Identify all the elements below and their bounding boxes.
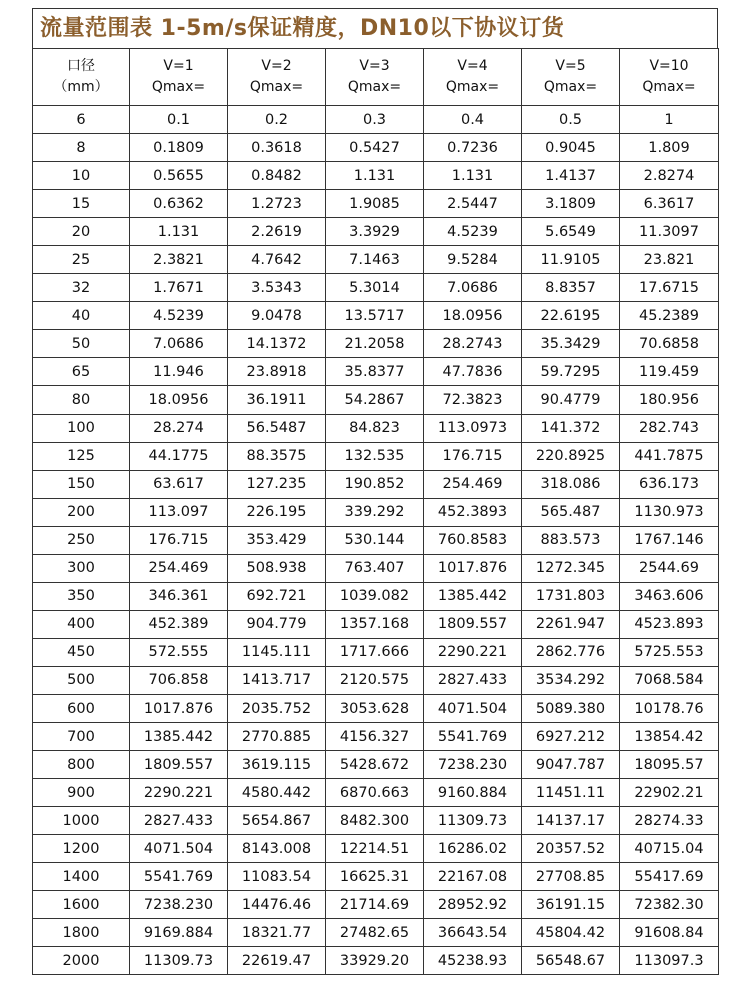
- flow-cell: 2827.433: [130, 807, 228, 835]
- flow-cell: 1.2723: [228, 190, 326, 218]
- header-velocity-3: [326, 49, 424, 106]
- header-diameter: [33, 49, 130, 106]
- flow-cell: 190.852: [326, 470, 424, 498]
- flow-cell: 3053.628: [326, 694, 424, 722]
- flow-cell: 883.573: [522, 526, 620, 554]
- flow-cell: 11.946: [130, 358, 228, 386]
- header-line2: （mm）: [53, 79, 109, 95]
- flow-cell: 45.2389: [620, 302, 719, 330]
- flow-cell: 3.5343: [228, 274, 326, 302]
- flow-cell: 113097.3: [620, 947, 719, 975]
- flow-cell: 1.809: [620, 134, 719, 162]
- flow-cell: 18095.57: [620, 751, 719, 779]
- flow-cell: 1767.146: [620, 526, 719, 554]
- diameter-cell: 65: [33, 358, 130, 386]
- flow-cell: 16286.02: [424, 835, 522, 863]
- flow-cell: 91608.84: [620, 919, 719, 947]
- flow-cell: 36191.15: [522, 891, 620, 919]
- header-line1: 口径: [67, 58, 95, 74]
- flow-cell: 1039.082: [326, 582, 424, 610]
- table-row: [33, 162, 719, 190]
- flow-cell: 318.086: [522, 470, 620, 498]
- flow-cell: 254.469: [130, 554, 228, 582]
- table-row: [33, 779, 719, 807]
- flow-cell: 127.235: [228, 470, 326, 498]
- header-velocity-4: [424, 49, 522, 106]
- header-row: [33, 49, 719, 106]
- flow-cell: 9160.884: [424, 779, 522, 807]
- flow-cell: 9.5284: [424, 246, 522, 274]
- flow-cell: 706.858: [130, 666, 228, 694]
- flow-cell: 14.1372: [228, 330, 326, 358]
- flow-cell: 28952.92: [424, 891, 522, 919]
- table-row: [33, 723, 719, 751]
- flow-cell: 16625.31: [326, 863, 424, 891]
- flow-cell: 72.3823: [424, 386, 522, 414]
- flow-range-table: [32, 48, 719, 975]
- flow-cell: 7238.230: [424, 751, 522, 779]
- flow-cell: 14476.46: [228, 891, 326, 919]
- table-row: [33, 134, 719, 162]
- flow-cell: 35.8377: [326, 358, 424, 386]
- flow-cell: 5541.769: [424, 723, 522, 751]
- flow-cell: 1809.557: [424, 610, 522, 638]
- table-row: [33, 358, 719, 386]
- header-velocity-6: [620, 49, 719, 106]
- flow-cell: 0.5655: [130, 162, 228, 190]
- flow-cell: 1357.168: [326, 610, 424, 638]
- flow-cell: 72382.30: [620, 891, 719, 919]
- flow-cell: 84.823: [326, 414, 424, 442]
- diameter-cell: 250: [33, 526, 130, 554]
- flow-cell: 7.1463: [326, 246, 424, 274]
- flow-cell: 4156.327: [326, 723, 424, 751]
- table-row: [33, 638, 719, 666]
- diameter-cell: 80: [33, 386, 130, 414]
- diameter-cell: 700: [33, 723, 130, 751]
- table-row: [33, 526, 719, 554]
- header-velocity-2: [228, 49, 326, 106]
- flow-cell: 132.535: [326, 442, 424, 470]
- flow-cell: 2120.575: [326, 666, 424, 694]
- flow-cell: 1.9085: [326, 190, 424, 218]
- diameter-cell: 20: [33, 218, 130, 246]
- flow-cell: 5428.672: [326, 751, 424, 779]
- flow-cell: 90.4779: [522, 386, 620, 414]
- flow-cell: 14137.17: [522, 807, 620, 835]
- flow-cell: 54.2867: [326, 386, 424, 414]
- flow-cell: 9169.884: [130, 919, 228, 947]
- flow-cell: 56548.67: [522, 947, 620, 975]
- flow-cell: 176.715: [424, 442, 522, 470]
- flow-cell: 47.7836: [424, 358, 522, 386]
- flow-cell: 0.7236: [424, 134, 522, 162]
- header-line2: Qmax=: [543, 79, 598, 95]
- flow-cell: 55417.69: [620, 863, 719, 891]
- flow-cell: 8143.008: [228, 835, 326, 863]
- diameter-cell: 125: [33, 442, 130, 470]
- table-row: [33, 470, 719, 498]
- table-row: [33, 582, 719, 610]
- table-row: [33, 807, 719, 835]
- header-line1: V=4: [457, 58, 488, 74]
- diameter-cell: 1200: [33, 835, 130, 863]
- flow-cell: 2827.433: [424, 666, 522, 694]
- flow-cell: 565.487: [522, 498, 620, 526]
- flow-cell: 4071.504: [130, 835, 228, 863]
- flow-cell: 22619.47: [228, 947, 326, 975]
- table-row: [33, 554, 719, 582]
- flow-cell: 3619.115: [228, 751, 326, 779]
- flow-cell: 1130.973: [620, 498, 719, 526]
- flow-cell: 56.5487: [228, 414, 326, 442]
- flow-cell: 8.8357: [522, 274, 620, 302]
- table-row: [33, 891, 719, 919]
- flow-cell: 119.459: [620, 358, 719, 386]
- flow-cell: 904.779: [228, 610, 326, 638]
- diameter-cell: 10: [33, 162, 130, 190]
- diameter-cell: 8: [33, 134, 130, 162]
- table-row: [33, 666, 719, 694]
- flow-cell: 27482.65: [326, 919, 424, 947]
- diameter-cell: 200: [33, 498, 130, 526]
- diameter-cell: 300: [33, 554, 130, 582]
- flow-cell: 3534.292: [522, 666, 620, 694]
- diameter-cell: 500: [33, 666, 130, 694]
- flow-cell: 17.6715: [620, 274, 719, 302]
- header-line2: Qmax=: [642, 79, 696, 95]
- flow-cell: 530.144: [326, 526, 424, 554]
- flow-cell: 5089.380: [522, 694, 620, 722]
- table-row: [33, 919, 719, 947]
- flow-cell: 1.131: [424, 162, 522, 190]
- flow-cell: 226.195: [228, 498, 326, 526]
- flow-cell: 572.555: [130, 638, 228, 666]
- flow-cell: 2.5447: [424, 190, 522, 218]
- flow-cell: 3463.606: [620, 582, 719, 610]
- flow-cell: 70.6858: [620, 330, 719, 358]
- table-row: [33, 218, 719, 246]
- flow-cell: 21714.69: [326, 891, 424, 919]
- flow-cell: 2290.221: [424, 638, 522, 666]
- flow-cell: 22.6195: [522, 302, 620, 330]
- table-row: [33, 610, 719, 638]
- diameter-cell: 32: [33, 274, 130, 302]
- diameter-cell: 350: [33, 582, 130, 610]
- flow-cell: 11451.11: [522, 779, 620, 807]
- flow-cell: 763.407: [326, 554, 424, 582]
- table-row: [33, 330, 719, 358]
- flow-cell: 1272.345: [522, 554, 620, 582]
- table-row: [33, 751, 719, 779]
- flow-cell: 18.0956: [130, 386, 228, 414]
- flow-cell: 2862.776: [522, 638, 620, 666]
- flow-cell: 220.8925: [522, 442, 620, 470]
- flow-cell: 176.715: [130, 526, 228, 554]
- flow-cell: 0.3618: [228, 134, 326, 162]
- flow-cell: 33929.20: [326, 947, 424, 975]
- flow-cell: 1.4137: [522, 162, 620, 190]
- flow-cell: 254.469: [424, 470, 522, 498]
- table-title: 流量范围表 1-5m/s保证精度，DN10以下协议订货: [32, 8, 718, 48]
- header-line1: V=3: [359, 58, 390, 74]
- flow-cell: 0.5427: [326, 134, 424, 162]
- flow-cell: 282.743: [620, 414, 719, 442]
- flow-cell: 5725.553: [620, 638, 719, 666]
- table-row: [33, 386, 719, 414]
- flow-cell: 760.8583: [424, 526, 522, 554]
- diameter-cell: 50: [33, 330, 130, 358]
- diameter-cell: 1800: [33, 919, 130, 947]
- header-line1: V=1: [163, 58, 194, 74]
- flow-cell: 18.0956: [424, 302, 522, 330]
- flow-cell: 346.361: [130, 582, 228, 610]
- flow-cell: 7.0686: [130, 330, 228, 358]
- table-row: [33, 863, 719, 891]
- flow-cell: 11309.73: [424, 807, 522, 835]
- flow-cell: 5654.867: [228, 807, 326, 835]
- flow-cell: 2770.885: [228, 723, 326, 751]
- flow-cell: 4071.504: [424, 694, 522, 722]
- flow-cell: 4.5239: [424, 218, 522, 246]
- flow-cell: 13.5717: [326, 302, 424, 330]
- flow-cell: 7.0686: [424, 274, 522, 302]
- table-row: [33, 106, 719, 134]
- table-row: [33, 498, 719, 526]
- header-line2: Qmax=: [445, 79, 500, 95]
- flow-cell: 508.938: [228, 554, 326, 582]
- flow-cell: 28274.33: [620, 807, 719, 835]
- flow-cell: 18321.77: [228, 919, 326, 947]
- flow-cell: 0.5: [522, 106, 620, 134]
- flow-cell: 0.8482: [228, 162, 326, 190]
- flow-cell: 11.3097: [620, 218, 719, 246]
- diameter-cell: 900: [33, 779, 130, 807]
- flow-cell: 141.372: [522, 414, 620, 442]
- flow-cell: 0.3: [326, 106, 424, 134]
- flow-cell: 88.3575: [228, 442, 326, 470]
- flow-cell: 1.131: [130, 218, 228, 246]
- flow-cell: 9047.787: [522, 751, 620, 779]
- table-row: [33, 302, 719, 330]
- table-row: [33, 947, 719, 975]
- flow-cell: 441.7875: [620, 442, 719, 470]
- flow-cell: 4580.442: [228, 779, 326, 807]
- diameter-cell: 100: [33, 414, 130, 442]
- flow-cell: 45238.93: [424, 947, 522, 975]
- header-line1: V=5: [555, 58, 586, 74]
- flow-cell: 11.9105: [522, 246, 620, 274]
- table-row: [33, 694, 719, 722]
- flow-cell: 40715.04: [620, 835, 719, 863]
- flow-cell: 6.3617: [620, 190, 719, 218]
- flow-cell: 2544.69: [620, 554, 719, 582]
- flow-cell: 1385.442: [130, 723, 228, 751]
- flow-cell: 452.389: [130, 610, 228, 638]
- diameter-cell: 1000: [33, 807, 130, 835]
- diameter-cell: 6: [33, 106, 130, 134]
- table-row: [33, 442, 719, 470]
- flow-cell: 692.721: [228, 582, 326, 610]
- flow-cell: 28.2743: [424, 330, 522, 358]
- flow-cell: 1017.876: [130, 694, 228, 722]
- flow-cell: 113.097: [130, 498, 228, 526]
- flow-cell: 3.1809: [522, 190, 620, 218]
- flow-cell: 3.3929: [326, 218, 424, 246]
- diameter-cell: 40: [33, 302, 130, 330]
- diameter-cell: 2000: [33, 947, 130, 975]
- flow-range-sheet: [32, 8, 718, 975]
- flow-cell: 2.2619: [228, 218, 326, 246]
- flow-cell: 8482.300: [326, 807, 424, 835]
- table-row: [33, 190, 719, 218]
- flow-cell: 1.131: [326, 162, 424, 190]
- flow-cell: 1731.803: [522, 582, 620, 610]
- header-line1: V=2: [261, 58, 292, 74]
- flow-cell: 9.0478: [228, 302, 326, 330]
- table-row: [33, 414, 719, 442]
- flow-cell: 1017.876: [424, 554, 522, 582]
- diameter-cell: 600: [33, 694, 130, 722]
- flow-cell: 4523.893: [620, 610, 719, 638]
- flow-cell: 339.292: [326, 498, 424, 526]
- flow-cell: 1385.442: [424, 582, 522, 610]
- flow-cell: 20357.52: [522, 835, 620, 863]
- flow-cell: 6927.212: [522, 723, 620, 751]
- flow-cell: 2.8274: [620, 162, 719, 190]
- flow-cell: 6870.663: [326, 779, 424, 807]
- flow-cell: 63.617: [130, 470, 228, 498]
- flow-cell: 180.956: [620, 386, 719, 414]
- diameter-cell: 25: [33, 246, 130, 274]
- flow-cell: 1: [620, 106, 719, 134]
- diameter-cell: 450: [33, 638, 130, 666]
- flow-cell: 12214.51: [326, 835, 424, 863]
- header-line1: V=10: [649, 58, 689, 74]
- table-body: [33, 106, 719, 975]
- flow-cell: 11309.73: [130, 947, 228, 975]
- flow-cell: 0.6362: [130, 190, 228, 218]
- flow-cell: 0.4: [424, 106, 522, 134]
- flow-cell: 28.274: [130, 414, 228, 442]
- flow-cell: 45804.42: [522, 919, 620, 947]
- diameter-cell: 150: [33, 470, 130, 498]
- flow-cell: 2261.947: [522, 610, 620, 638]
- flow-cell: 1717.666: [326, 638, 424, 666]
- flow-cell: 4.7642: [228, 246, 326, 274]
- flow-cell: 2035.752: [228, 694, 326, 722]
- flow-cell: 13854.42: [620, 723, 719, 751]
- flow-cell: 7238.230: [130, 891, 228, 919]
- flow-cell: 36.1911: [228, 386, 326, 414]
- diameter-cell: 1600: [33, 891, 130, 919]
- table-row: [33, 246, 719, 274]
- flow-cell: 0.1809: [130, 134, 228, 162]
- flow-cell: 1413.717: [228, 666, 326, 694]
- table-row: [33, 835, 719, 863]
- flow-cell: 22902.21: [620, 779, 719, 807]
- flow-cell: 10178.76: [620, 694, 719, 722]
- header-line2: Qmax=: [347, 79, 402, 95]
- diameter-cell: 1400: [33, 863, 130, 891]
- flow-cell: 1809.557: [130, 751, 228, 779]
- flow-cell: 0.1: [130, 106, 228, 134]
- header-velocity-1: [130, 49, 228, 106]
- flow-cell: 113.0973: [424, 414, 522, 442]
- flow-cell: 21.2058: [326, 330, 424, 358]
- flow-cell: 452.3893: [424, 498, 522, 526]
- header-line2: Qmax=: [249, 79, 304, 95]
- table-row: [33, 274, 719, 302]
- header-velocity-5: [522, 49, 620, 106]
- diameter-cell: 400: [33, 610, 130, 638]
- flow-cell: 23.821: [620, 246, 719, 274]
- flow-cell: 44.1775: [130, 442, 228, 470]
- flow-cell: 11083.54: [228, 863, 326, 891]
- flow-cell: 5541.769: [130, 863, 228, 891]
- flow-cell: 0.9045: [522, 134, 620, 162]
- flow-cell: 1145.111: [228, 638, 326, 666]
- flow-cell: 22167.08: [424, 863, 522, 891]
- diameter-cell: 15: [33, 190, 130, 218]
- flow-cell: 2290.221: [130, 779, 228, 807]
- flow-cell: 35.3429: [522, 330, 620, 358]
- flow-cell: 0.2: [228, 106, 326, 134]
- flow-cell: 636.173: [620, 470, 719, 498]
- header-line2: Qmax=: [151, 79, 206, 95]
- flow-cell: 5.3014: [326, 274, 424, 302]
- flow-cell: 2.3821: [130, 246, 228, 274]
- flow-cell: 7068.584: [620, 666, 719, 694]
- diameter-cell: 800: [33, 751, 130, 779]
- flow-cell: 1.7671: [130, 274, 228, 302]
- flow-cell: 36643.54: [424, 919, 522, 947]
- flow-cell: 23.8918: [228, 358, 326, 386]
- flow-cell: 4.5239: [130, 302, 228, 330]
- flow-cell: 5.6549: [522, 218, 620, 246]
- flow-cell: 59.7295: [522, 358, 620, 386]
- flow-cell: 353.429: [228, 526, 326, 554]
- flow-cell: 27708.85: [522, 863, 620, 891]
